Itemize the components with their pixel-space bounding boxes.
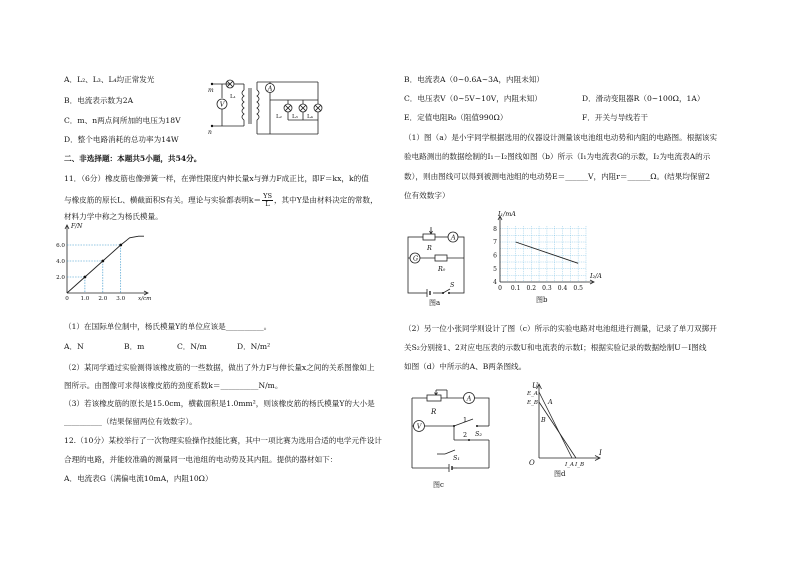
- q11-option-b: B．m: [124, 342, 145, 351]
- fig-d-line-b-label: B: [541, 416, 546, 424]
- b-y-tick-label: 6: [493, 252, 497, 260]
- lamp-l3-label: L₃: [292, 114, 298, 120]
- b-x-axis-label: I₂/A: [590, 272, 602, 280]
- fig-c-throw-1-label: 1: [463, 416, 468, 424]
- q10-option-d: D．整个电路消耗的总功率为14W: [64, 135, 179, 144]
- q12-line-1: 12.（10分）某校举行了一次物理实验操作技能比赛，其中一项比赛为选用合适的电学元件设计: [64, 436, 382, 445]
- fx-data-point: [119, 244, 122, 247]
- q11-sub-1: （1）在国际单位制中，杨氏模量Y的单位应该是__________。: [64, 322, 272, 331]
- q12-part-1-line-2: 验电路测出的数据绘制的I₁－I₂图线如图（b）所示（I₁为电流表G的示数，I₂为电流表A的示: [404, 152, 711, 161]
- ammeter-symbol: A: [267, 84, 273, 93]
- fig-d-ib-label: I_B: [575, 462, 585, 468]
- voltmeter-symbol: V: [219, 100, 225, 109]
- q11-fraction: [262, 193, 273, 208]
- b-x-tick-label: 0: [498, 285, 502, 292]
- q11-line-3: 材料力学中称之为杨氏模量。: [64, 212, 163, 221]
- fig-a-caption: 图a: [429, 299, 441, 307]
- fx-y-tick-label: 4.0: [56, 259, 65, 265]
- b-y-tick-label: 4: [493, 279, 497, 287]
- fig-c-ammeter-symbol: A: [466, 394, 472, 403]
- fx-y-tick-label: 2.0: [56, 275, 65, 281]
- q10-option-c: C．m、n两点间所加的电压为18V: [64, 116, 181, 125]
- q11-option-d: D．N/m²: [237, 342, 271, 351]
- fig-a-galvanometer-symbol: G: [413, 254, 419, 263]
- fig-c-switch-s1-label: S₁: [453, 454, 460, 462]
- q12-line-2: 合理的电路，并能较准确的测量同一电池组的电动势及其内阻。提供的器材如下：: [64, 455, 338, 464]
- fig-d-u-axis-label: U: [531, 381, 538, 390]
- q11-sub-3-line-2: __________（结果保留两位有效数字）。: [64, 417, 197, 426]
- q12-part-1-line-3: 数），则由图线可以得到被测电池组的电动势E＝______V，内阻r＝______Ω。(结果均保留2: [404, 172, 710, 181]
- q12-part-1-line-4: 位有效数字）: [404, 191, 450, 200]
- fx-data-point: [84, 276, 87, 279]
- section-2-heading: 二、非选择题：本题共5小题，共54分。: [64, 154, 202, 163]
- b-y-tick-label: 7: [493, 239, 497, 247]
- b-caption: 图b: [536, 296, 548, 304]
- fig-c-rheostat-label: R: [431, 408, 437, 416]
- fx-x-tick-label: 2.0: [98, 296, 108, 302]
- q10-option-b: B．电流表示数为2A: [64, 96, 134, 105]
- q12-part-2-line-2: 关S₂分别接1、2对应电压表的示数U和电流表的示数I；根据实验记录的数据绘制U－I图线: [404, 343, 707, 352]
- f-x-chart: [52, 221, 152, 301]
- figure-a-circuit: [405, 225, 470, 305]
- q11-line-1: 11．（6分）橡皮筋也像弹簧一样，在弹性限度内伸长量x与弹力F成正比，即F＝kx，k的值: [64, 174, 369, 183]
- figure-c-circuit: [407, 388, 497, 488]
- b-x-tick-label: 0.4: [557, 285, 568, 292]
- q12-item-e: E．定值电阻R₀（阻值990Ω）: [404, 113, 508, 122]
- fx-y-tick-label: 6.0: [56, 243, 65, 249]
- b-y-axis-label: I₁/mA: [498, 210, 516, 218]
- q12-item-c: C．电压表V（0~5V~10V，内阻未知）: [404, 94, 542, 103]
- q11-fraction-numerator: YS: [263, 192, 272, 200]
- fig-d-ea-label: E_A: [527, 391, 538, 397]
- q12-item-f: F．开关与导线若干: [582, 113, 649, 122]
- terminal-n-label: n: [208, 129, 212, 136]
- q11-sub-3-line-1: （3）若该橡皮筋的原长是15.0cm，横截面积是1.0mm²，则该橡皮筋的杨氏模量Y的大小是: [64, 399, 375, 408]
- fig-d-i-axis-label: I: [599, 448, 602, 457]
- lamp-l2-label: L₂: [276, 114, 282, 120]
- fig-a-rheostat-label: R: [427, 244, 432, 252]
- lamp-l1-label: L₁: [230, 94, 236, 100]
- fig-d-caption: 图d: [554, 470, 566, 478]
- q11-line-2-text: 与橡皮筋的原长L、横截面积S有关。理论与实验都表明k＝: [64, 195, 262, 205]
- q12-item-b: B．电流表A（0~0.6A~3A，内阻未知）: [404, 75, 545, 84]
- fig-d-ia-label: I_A: [565, 462, 575, 468]
- q12-part-1-line-1: （1）图（a）是小宇同学根据选用的仪器设计测量该电池组电动势和内阻的电路图。根据该实: [404, 133, 718, 142]
- fx-y-axis-label: F/N: [71, 223, 83, 230]
- fx-data-point: [101, 260, 104, 263]
- b-x-tick-label: 0.2: [526, 285, 537, 292]
- i1-i2-chart: [486, 210, 614, 306]
- fx-x-tick-label: 1.0: [80, 296, 90, 302]
- fig-c-voltmeter-symbol: V: [416, 422, 422, 431]
- lamp-l4-label: L₄: [307, 114, 313, 120]
- q11-line-2-tail: ，其中Y是由材料决定的常数，: [273, 195, 378, 205]
- q10-transformer-circuit: [208, 78, 338, 143]
- terminal-m-label: m: [208, 87, 214, 94]
- fig-c-throw-2-label: 2: [463, 431, 468, 439]
- fx-x-axis-label: x/cm: [138, 296, 152, 302]
- figure-d-u-i-graph: [514, 380, 604, 480]
- q11-fraction-denominator: L: [265, 200, 270, 208]
- q11-sub-2-line-2: 图所示。由图像可求得该橡皮筋的劲度系数k＝__________N/m。: [64, 381, 283, 390]
- q11-option-c: C．N/m: [177, 342, 207, 351]
- b-y-tick-label: 5: [493, 265, 497, 273]
- fig-a-switch-label: S: [450, 281, 455, 289]
- b-series-line: [516, 242, 579, 263]
- fig-a-ammeter-symbol: A: [451, 233, 456, 242]
- fig-d-origin-label: O: [529, 459, 535, 467]
- q12-item-a: A．电流表G（满偏电流10mA，内阻10Ω）: [64, 474, 213, 483]
- fig-a-fixed-resistor-label: R₀: [438, 265, 446, 273]
- b-x-tick-label: 0.1: [510, 285, 521, 292]
- q11-line-2: [64, 193, 378, 208]
- b-x-tick-label: 0.3: [542, 285, 552, 292]
- b-x-tick-label: 0.5: [573, 285, 583, 292]
- fx-x-tick-label: 3.0: [116, 296, 126, 302]
- fig-d-line-a-label: A: [548, 398, 553, 406]
- fig-d-eb-label: E_B: [527, 400, 538, 406]
- q11-option-a: A．N: [64, 342, 84, 351]
- q12-item-d: D．滑动变阻器R（0~100Ω，1A）: [582, 94, 705, 103]
- fx-x-tick-label: 0: [65, 296, 69, 302]
- q12-part-2-line-1: （2）另一位小张同学则设计了图（c）所示的实验电路对电池组进行测量，记录了单刀双掷开: [404, 324, 717, 333]
- b-y-tick-label: 8: [493, 225, 497, 233]
- q11-sub-2-line-1: （2）某同学通过实验测得该橡皮筋的一些数据，做出了外力F与伸长量x之间的关系图像如上: [64, 363, 375, 372]
- fig-c-caption: 图c: [433, 481, 444, 489]
- q12-part-2-line-3: 如图（d）中所示的A、B两条图线。: [404, 362, 527, 371]
- fig-c-switch-s2-label: S₂: [475, 430, 482, 438]
- q10-option-a: A．L₂、L₃、L₄均正常发光: [64, 75, 155, 84]
